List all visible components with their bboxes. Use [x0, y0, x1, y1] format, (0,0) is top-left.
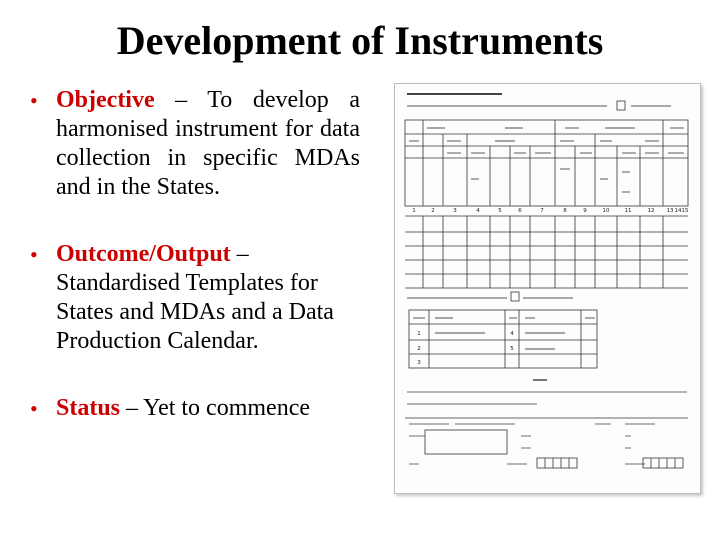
row-number: 2 — [417, 346, 421, 352]
column-number: 5 — [498, 208, 502, 214]
bullet-objective — [30, 86, 360, 202]
column-number: 14 — [674, 208, 682, 214]
form-drawing — [395, 84, 700, 493]
column-number: 6 — [518, 208, 522, 214]
bullet-text: – Standardised Templates for States and MDAs and a Data Production Calendar. — [56, 241, 334, 354]
column-number: 15 — [681, 208, 689, 214]
column-number: 7 — [540, 208, 544, 214]
row-number: 5 — [510, 346, 514, 352]
row-number: 4 — [510, 331, 514, 337]
bullet-status — [30, 394, 360, 423]
bullet-text: – To develop a harmonised instrument for data collection in specific MDAs and in the States. — [56, 87, 360, 200]
column-number: 3 — [453, 208, 457, 214]
column-number: 12 — [647, 208, 655, 214]
column-number: 13 — [666, 208, 674, 214]
bullet-outcome — [30, 240, 360, 356]
slide-title: Development of Instruments — [116, 18, 604, 63]
bullet-dot-icon: • — [30, 88, 38, 113]
column-number: 10 — [602, 208, 610, 214]
bullet-keyword: Status — [56, 395, 121, 421]
column-number: 8 — [563, 208, 567, 214]
data-collection-form-image — [394, 83, 701, 494]
column-number: 2 — [431, 208, 435, 214]
bullet-text: – Yet to commence — [120, 395, 311, 421]
column-number: 9 — [583, 208, 587, 214]
bullet-keyword: Objective — [56, 87, 155, 113]
column-number: 11 — [624, 208, 632, 214]
column-number: 1 — [412, 208, 416, 214]
column-number: 4 — [476, 208, 480, 214]
row-number: 3 — [417, 360, 421, 366]
row-number: 1 — [417, 331, 421, 337]
bullet-list — [30, 86, 360, 423]
bullet-dot-icon: • — [30, 242, 38, 267]
bullet-dot-icon: • — [30, 396, 38, 421]
bullet-keyword: Outcome/Output — [56, 241, 231, 267]
